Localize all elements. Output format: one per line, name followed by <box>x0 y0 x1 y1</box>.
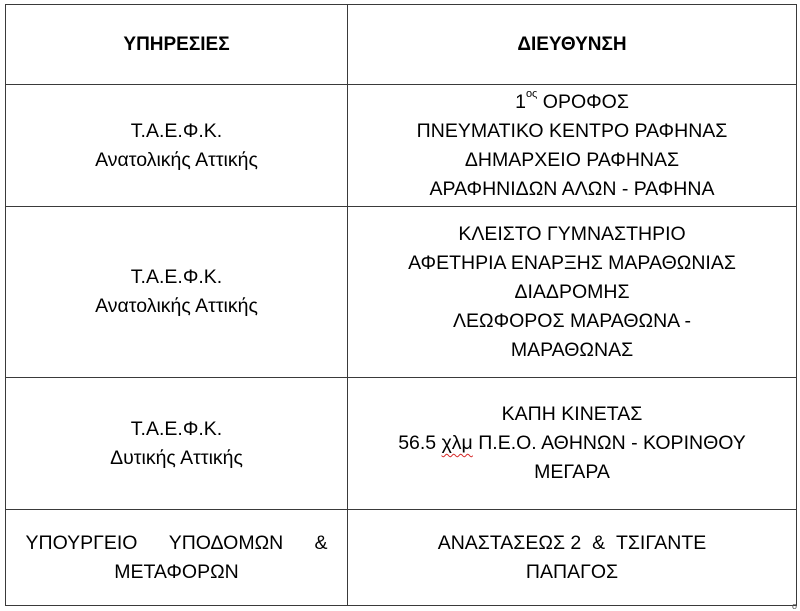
address-km-line <box>354 429 790 458</box>
address-cell <box>348 378 797 510</box>
service-acronym: Τ.Α.Ε.Φ.Κ. <box>130 266 223 288</box>
service-word: ΥΠΟΔΟΜΩΝ <box>168 531 284 554</box>
header-address: ΔΙΕΥΘΥΝΣΗ <box>348 5 797 85</box>
address-cell <box>348 510 797 606</box>
address-line: ΜΕΓΑΡΑ <box>534 461 610 483</box>
floor-number: 1 <box>515 90 526 113</box>
floor-ordinal-suffix: ος <box>525 88 538 100</box>
service-word: & <box>314 531 328 554</box>
km-road: Π.Ε.Ο. ΑΘΗΝΩΝ - ΚΟΡΙΝΘΟΥ <box>478 432 746 454</box>
header-services: ΥΠΗΡΕΣΙΕΣ <box>6 5 348 85</box>
address-line: ΠΝΕΥΜΑΤΙΚΟ ΚΕΝΤΡΟ ΡΑΦΗΝΑΣ <box>416 119 728 142</box>
address-line: ΠΑΠΑΓΟΣ <box>525 560 619 583</box>
floor-word: ΟΡΟΦΟΣ <box>542 90 629 113</box>
table-row <box>6 85 797 207</box>
service-cell <box>6 207 348 378</box>
service-justified-line <box>26 529 328 558</box>
services-address-table <box>5 4 797 606</box>
address-cell <box>348 207 797 378</box>
address-floor-line <box>354 88 790 117</box>
address-cell <box>348 85 797 207</box>
service-acronym: Τ.Α.Ε.Φ.Κ. <box>130 417 223 440</box>
service-region: Δυτικής Αττικής <box>110 446 243 469</box>
address-line: ΔΙΑΔΡΟΜΗΣ <box>514 280 630 303</box>
service-line: ΜΕΤΑΦΟΡΩΝ <box>114 560 239 583</box>
address-line: ΚΛΕΙΣΤΟ ΓΥΜΝΑΣΤΗΡΙΟ <box>458 222 686 245</box>
service-word: ΥΠΟΥΡΓΕΙΟ <box>25 531 138 554</box>
address-justified-line <box>354 529 790 558</box>
table-row <box>6 378 797 510</box>
service-cell <box>6 85 348 207</box>
address-line: ΑΡΑΦΗΝΙΔΩΝ ΑΛΩΝ - ΡΑΦΗΝΑ <box>429 177 715 200</box>
address-line: ΔΗΜΑΡΧΕΙΟ ΡΑΦΗΝΑΣ <box>464 148 680 171</box>
address-word: ΑΝΑΣΤΑΣΕΩΣ 2 <box>437 531 582 554</box>
service-cell <box>6 510 348 606</box>
address-line: ΛΕΩΦΟΡΟΣ ΜΑΡΑΘΩΝΑ - <box>452 309 692 332</box>
address-line: ΚΑΠΗ ΚΙΝΕΤΑΣ <box>501 403 643 425</box>
km-value: 56.5 <box>398 432 437 454</box>
km-unit-spellcheck: χλμ <box>441 432 473 454</box>
address-word: & <box>592 531 606 554</box>
table-row <box>6 510 797 606</box>
page-corner-mark: o <box>791 601 797 611</box>
service-cell <box>6 378 348 510</box>
table-header-row <box>6 5 797 85</box>
service-acronym: Τ.Α.Ε.Φ.Κ. <box>130 119 223 142</box>
address-line: ΜΑΡΑΘΩΝΑΣ <box>510 338 634 361</box>
service-region: Ανατολικής Αττικής <box>95 148 258 171</box>
service-region: Ανατολικής Αττικής <box>95 295 258 317</box>
table-row <box>6 207 797 378</box>
address-line: ΑΦΕΤΗΡΙΑ ΕΝΑΡΞΗΣ ΜΑΡΑΘΩΝΙΑΣ <box>408 251 736 274</box>
address-word: ΤΣΙΓΑΝΤΕ <box>615 531 707 554</box>
services-table-container <box>5 4 796 606</box>
